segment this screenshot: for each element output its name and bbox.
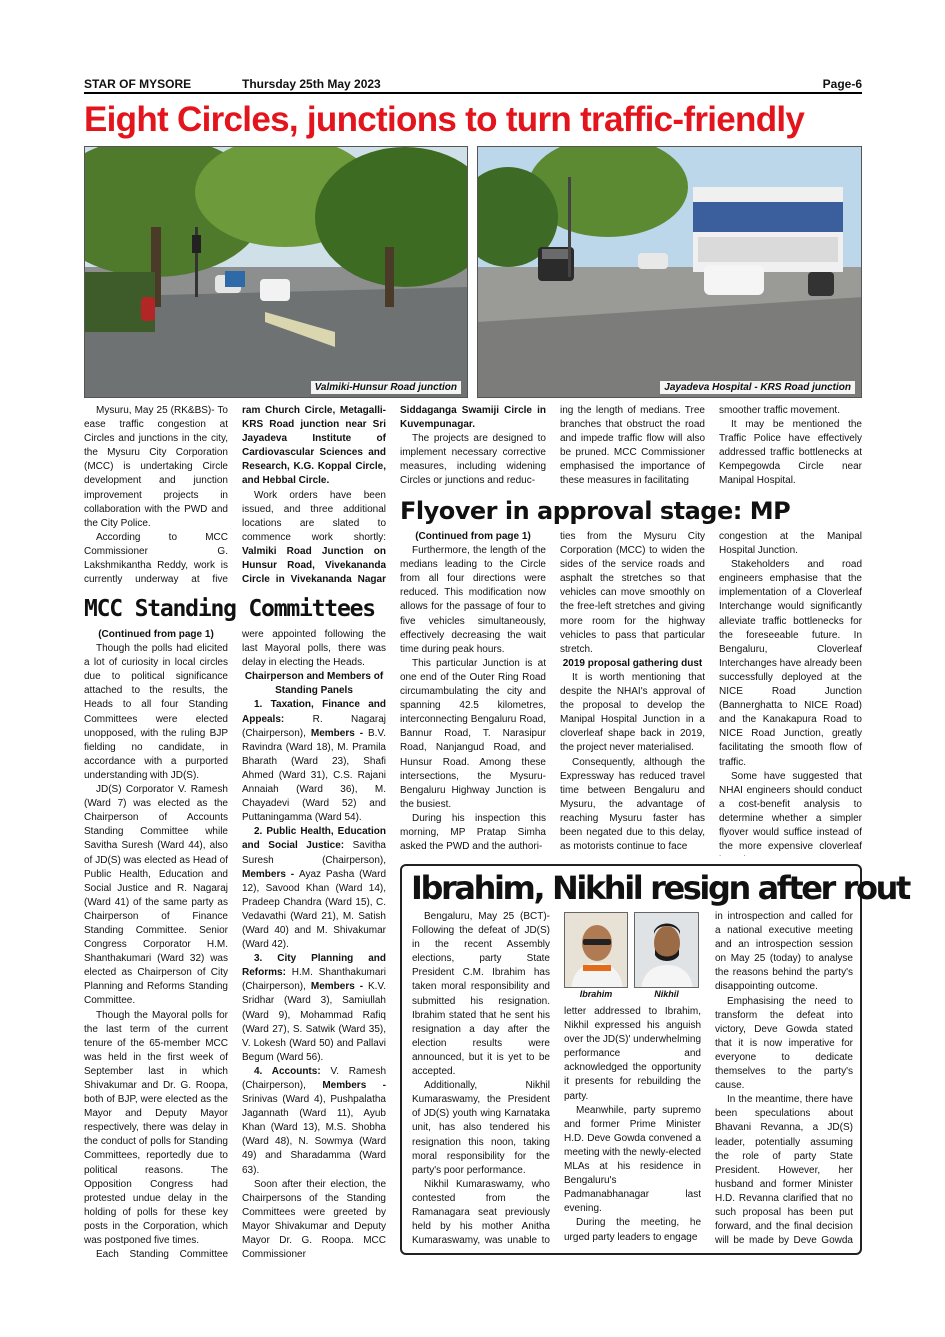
masthead-rule [84,92,862,94]
text: It is worth mentioning that despite the NHAI's approval of the proposal to develop the Manipal Hospital Junction in a cloverleaf shape back in 2019, the project never materialised. [560,671,705,754]
ibrahim-column-1 [412,910,550,1248]
text: Ayaz Pasha (Ward 12), Savood Khan (Ward 14), Pradeep Chandra (Ward 15), C. Vedavathi (Ward 21), M. Satish (Ward 40) and M. Shivakumar (Ward 42). [242,868,386,951]
paragraph [242,952,386,1065]
paper-name: STAR OF MYSORE [84,77,192,91]
paragraph [719,530,862,558]
paragraph [412,1079,550,1178]
photo-caption: Jayadeva Hospital - KRS Road junction [660,381,855,394]
paragraph [242,698,386,825]
paragraph [715,910,853,995]
portrait-caption: Nikhil [654,989,679,999]
bold-text: Valmiki Road Junction on Hunsur Road, Vivekananda Circle in Vivekananda Nagar [242,545,386,586]
paragraph [715,995,853,1094]
text: It may be mentioned the Traffic Police have effectively addressed traffic bottlenecks at Kempegowda Circle near Manipal Hospital. [719,419,862,487]
paragraph [400,657,546,812]
bold-text: 3. City Planning and Reforms: [242,953,386,979]
paragraph [560,756,705,855]
paragraph [560,671,705,756]
text: H.M. Shanthakumari (Chairperson), [242,967,386,993]
text: In the meantime, there have been speculations about Bhavani Revanna, a JD(S) leader, potentially assuming the role of party State President. However, her husband and former Minister H.D. Revanna clarified that no such proposal has been put forward, and the final decision will be made by Deve Gowda [715,1094,853,1247]
paragraph [84,783,228,1009]
ibrahim-column-3 [715,910,853,1248]
bold-text: Siddaganga Swamiji Circle in Kuvempunagar. [400,405,546,431]
bold-text: 4. Accounts: [254,1065,331,1077]
text: Emphasising the need to transform the defeat into victory, Deve Gowda stated that it is now imperative for everyone to dedicate themselves to the party's cause. [715,995,853,1092]
paragraph [84,531,228,587]
paragraph [400,404,546,432]
paragraph [560,404,705,489]
paragraph [242,1178,386,1261]
bold-text: Members - [322,1080,386,1091]
subheading [560,657,705,671]
continued-note: (Continued from page 1) [98,629,214,640]
issue-date: Thursday 25th May 2023 [242,77,381,91]
portrait-caption: Ibrahim [579,989,613,999]
paragraph [84,642,228,783]
text: JD(S) Corporator V. Ramesh (Ward 7) was elected as the Chairperson of Accounts Standing Committee while Savitha Suresh (Ward 44), also of JD(S) was elected as Head of Public Health, Education and Social Justice and R. Nagaraj (Ward 41) of the same party as Chairperson of Finance Standing Committee. Senior Congress Corporator H.M. Shanthakumari (Ward 32) was elected as Chairperson of City Planning and Reforms Standing Committee. [84,784,228,1007]
portrait-nikhil [634,912,699,988]
paragraph [412,1178,550,1248]
photo-caption: Valmiki-Hunsur Road junction [311,381,461,394]
masthead [84,77,862,91]
text: in introspection and called for a national executive meeting and an introspection session on May 25 (today) to analyse the reasons behind the party's disappointing outcome. [715,911,853,993]
text: Chairperson and Members of Standing Panels [244,671,384,697]
paragraph [242,628,386,670]
flyover-column-1-body [400,544,546,854]
text: Srinivas (Ward 4), Pushpalatha Jagannath (Ward 11), Ayub Khan (Ward 13), M.S. Shobha (Ward 48), N. Sowmya (Ward 49) and Sharadamma (Ward 63). [242,1094,386,1176]
text: This particular Junction is at one end of the Outer Ring Road circumambulating the city and spanning 42.5 kilometres, interconnecting Bengaluru Road, Bannur Road, T. Narasipur Road, Nanjangud Road, and Hunsur Road. Among these intersections, the Mysuru-Bengaluru Highway Junction is the busiest. [400,657,546,810]
text: letter addressed to Ibrahim, Nikhil expressed his anguish over the JD(S)' underwhelming performance and acknowledged the opportunity it presents for rebuilding the party. [564,1006,701,1102]
bold-text: ram Church Circle, Metagalli-KRS Road junction near Sri Jayadeva Institute of Cardiovascular Sciences and Research, K.G. Koppal Circle, and Hebbal Circle. [242,405,386,487]
text: During the meeting, he urged party leaders to engage [564,1217,701,1243]
lead-column-3 [400,404,546,490]
text: According to MCC Commissioner G. Lakshmikantha Reddy, work is currently underway at five [84,531,228,586]
text: ing the length of medians. Tree branches that obstruct the road and impede traffic flow will also be pruned. MCC Commissioner emphasised the importance of these measures in facilitating [560,405,705,487]
text: Some have suggested that NHAI engineers should conduct a cost-benefit analysis to determine whether a simpler flyover would suffice instead of the more expensive cloverleaf [719,770,862,853]
text: V. Ramesh (Chairperson), [242,1065,386,1091]
main-headline: Eight Circles, junctions to turn traffic-friendly [84,100,805,139]
text: During his inspection this morning, MP Pratap Simha asked the PWD and the authori- [400,812,546,853]
mcc-column-1 [84,628,228,1261]
text: Soon after their election, the Chairpersons of the Standing Committees were greeted by Mayor Shivakumar and Deputy Mayor Dr. G. Roopa. MCC Commissioner [242,1178,386,1261]
mcc-headline: MCC Standing Committees [84,596,375,622]
lead-column-2 [242,404,386,587]
bold-text: Members - [310,981,369,993]
text: Furthermore, the length of the medians leading to the Circle from all four directions were reduced. This modification now allows for the passage of four to five vehicles simultaneously, effectively decreasing the wait time during peak hours. [400,545,546,655]
paragraph [242,1065,386,1178]
text: B.V. Ravindra (Ward 18), M. Pramila Bharath (Ward 23), Shafi Ahmed (Ward 31), C.S. Rajani Annaiah (Ward 36), M. Chayadevi (Ward 52) and Puttaningamma (Ward 54). [242,727,386,824]
paragraph [719,558,862,769]
text: ties from the Mysuru City Corporation (MCC) to widen the sides of the service roads and asphalt the stretches so that vehicles can move smoothly on the free-left stretches and giving more room for the highway vehicles to pass that particular stretch. [560,531,705,655]
ibrahim-headline: Ibrahim, Nikhil resign after rout [411,869,909,907]
flyover-column-1 [400,530,546,856]
text: The projects are designed to implement necessary corrective measures, including widening Circles or junctions and reduc- [400,433,546,487]
photo-jayadeva-krs [477,146,862,398]
paragraph [242,404,386,489]
subheading [242,670,386,698]
text: R. Nagaraj (Chairperson), [242,713,386,739]
text: Each Standing Committee [96,1249,228,1261]
paragraph [242,825,386,952]
bold-text: Members - [310,727,369,739]
road-junction-photo [478,147,862,398]
lead-column-5 [719,404,862,490]
bold-text: Members - [242,868,299,880]
text: Though the polls had elicited a lot of curiosity in local circles due to political significance attached to the results, the Heads to all four Standing Committees were elected unopposed, with the ruling BJP fielding no candidate, in accordance with a purported understanding with JD(S). [84,643,228,781]
text: K.V. Sridhar (Ward 3), Samiullah (Ward 9), Mohammad Rafiq (Ward 27), S. Satwik (Ward 35), V. Lokesh (Ward 50) and Pallavi Begum (Ward 56). [242,981,386,1063]
text: Consequently, although the Expressway has reduced travel time between Bengaluru and Mysuru, the advantage of reaching Mysuru faster has been negated due to this delay, as motorists continue to face [560,756,705,853]
mcc-column-2 [242,628,386,1261]
paragraph [560,530,705,657]
paragraph [400,432,546,488]
paragraph [719,404,862,418]
lead-column-1 [84,404,228,587]
paragraph [84,404,228,531]
paragraph [400,812,546,854]
text: smoother traffic movement. [719,405,840,416]
flyover-headline: Flyover in approval stage: MP [400,497,791,525]
portrait-ibrahim-icon [565,913,628,988]
bold-text: 1. Taxation, Finance and Appeals: [242,699,386,725]
text: Additionally, Nikhil Kumaraswamy, the President of JD(S) youth wing Karnataka unit, has also tendered his resignation this noon, taking moral responsibility for the party's poor performance. [412,1080,550,1176]
portrait-nikhil-icon [635,913,699,988]
photo-valmiki-hunsur [84,146,468,398]
continued-note: (Continued from page 1) [415,531,531,542]
paragraph [719,418,862,488]
text: Work orders have been issued, and three additional locations are slated to commence work shortly: [242,489,386,543]
flyover-column-3 [719,530,862,856]
flyover-column-2 [560,530,705,856]
ibrahim-column-2 [564,1005,701,1248]
paragraph [412,910,550,1079]
text: Mysuru, May 25 (RK&BS)- To ease traffic congestion at Circles and junctions in the city, the Mysuru City Corporation (MCC) is undertaking Circle development and junction improvement projects in collaboration with the PWD and the City Police. [84,405,228,529]
text: congestion at the Manipal Hospital Junction. [719,531,862,557]
paragraph [400,544,546,657]
text: were appointed following the last Mayoral polls, there was delay in electing the Heads. [242,629,386,669]
paragraph [242,489,386,587]
paragraph [719,770,862,856]
text: Nikhil Kumaraswamy, who contested from the Ramanagara seat previously held by his mother Anitha Kumaraswamy, was unable to [412,1178,550,1247]
text: 2019 proposal gathering dust [562,657,703,669]
text: Savitha Suresh (Chairperson), [242,840,386,866]
paragraph [84,1248,228,1261]
text: Though the Mayoral polls for the last term of the current tenure of the 65-member MCC was held in the first week of September last in which Shivakumar and Dr. G. Roopa, both of BJP, were elected as the Mayor and Deputy Mayor respectively, there was delay in the conduct of polls for Standing Committees, reportedly due to political reasons. The Opposition Congress had protested undue delay in the holding of polls for these key posts in the Corporation, which was postponed five times. [84,1009,228,1247]
mcc-column-1-body [84,642,228,1261]
portrait-ibrahim [564,912,628,988]
road-junction-photo [85,147,468,398]
paragraph [564,1005,701,1104]
text: Meanwhile, party supremo and former Prime Minister H.D. Deve Gowda convened a meeting with the newly-elected MLAs at his residence in Bengaluru's Padmanabhanagar last evening. [564,1104,701,1215]
bold-text: 2. Public Health, Education and Social Justice: [242,826,386,852]
page-number: Page-6 [822,77,862,91]
lead-column-4 [560,404,705,490]
paragraph [715,1093,853,1248]
text: Bengaluru, May 25 (BCT)- Following the defeat of JD(S) in the recent Assembly elections, party State President C.M. Ibrahim has taken moral responsibility and submitted his resignation. Ibrahim stated that he sent his resignation a day after the election results were announced, but it is yet to be accepted. [412,911,550,1078]
paragraph [564,1104,701,1217]
paragraph [564,1216,701,1244]
paragraph [84,1009,228,1249]
text: Stakeholders and road engineers emphasise that the implementation of a Cloverleaf Interchange would significantly alleviate traffic bottlenecks for the foreseeable future. In Bengaluru, Cloverleaf Interchanges have already been successfully deployed at the NICE Road Junction (Bannerghatta to NICE Road) and the Kanakapura Road to NICE Road Junction, greatly facilitating the smooth flow of traffic. [719,559,862,768]
